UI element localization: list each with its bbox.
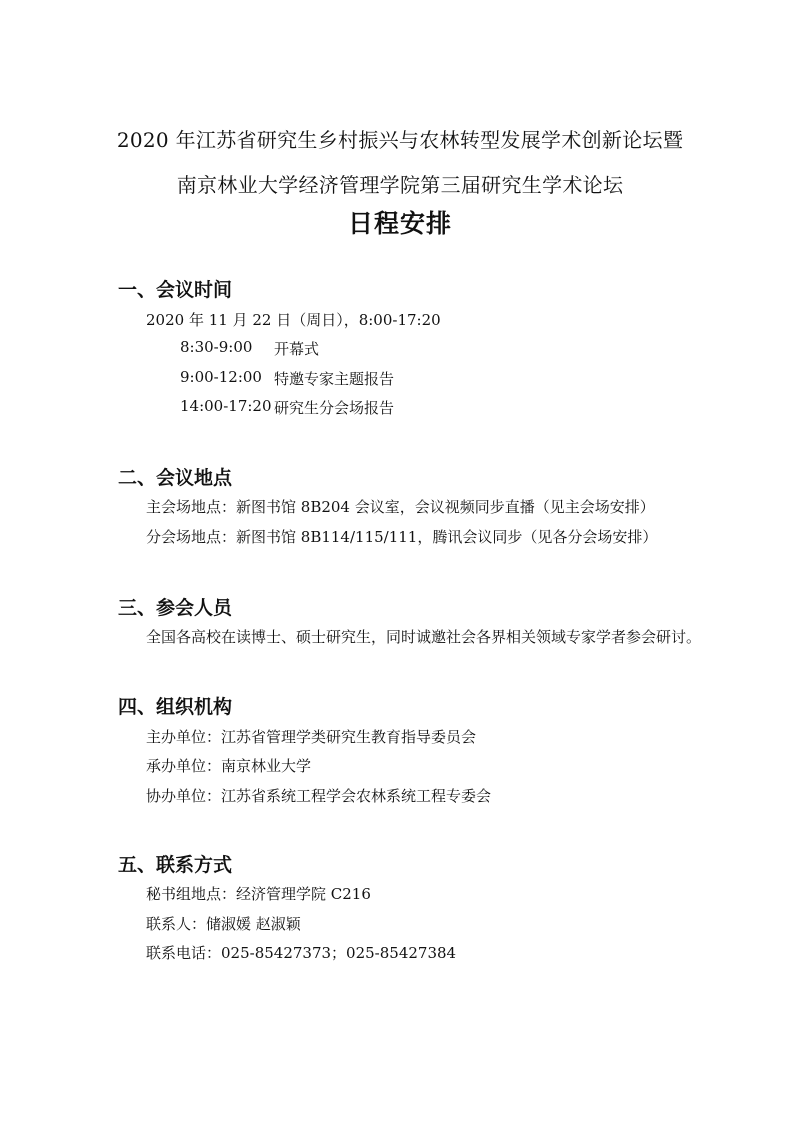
contact-location: 秘书组地点：经济管理学院 C216 — [146, 885, 371, 903]
schedule-time: 14:00-17:20 — [180, 397, 272, 415]
schedule-event: 特邀专家主题报告 — [274, 370, 395, 388]
section-heading-organizers: 四、组织机构 — [118, 696, 233, 718]
section-heading-contact: 五、联系方式 — [118, 854, 233, 876]
organizer-line: 承办单位：南京林业大学 — [146, 757, 312, 775]
main-title: 日程安排 — [347, 209, 452, 238]
organizer-line: 主办单位：江苏省管理学类研究生教育指导委员会 — [146, 728, 477, 746]
section-heading-time: 一、会议时间 — [118, 279, 233, 301]
schedule-event: 开幕式 — [274, 340, 320, 358]
contact-phone: 联系电话：025-85427373；025-85427384 — [146, 944, 457, 962]
venue-line: 分会场地点：新图书馆 8B114/115/111，腾讯会议同步（见各分会场安排） — [146, 528, 658, 546]
section-heading-participants: 三、参会人员 — [118, 597, 233, 619]
venue-line: 主会场地点：新图书馆 8B204 会议室，会议视频同步直播（见主会场安排） — [146, 498, 655, 516]
schedule-time: 8:30-9:00 — [180, 338, 253, 356]
schedule-event: 研究生分会场报告 — [274, 399, 395, 417]
participants-line: 全国各高校在读博士、硕士研究生，同时诚邀社会各界相关领域专家学者参会研讨。 — [146, 628, 702, 646]
title-line-2: 南京林业大学经济管理学院第三届研究生学术论坛 — [176, 173, 624, 197]
contact-person: 联系人：储淑媛 赵淑颖 — [146, 915, 301, 933]
organizer-line: 协办单位：江苏省系统工程学会农林系统工程专委会 — [146, 787, 492, 805]
date-line: 2020 年 11 月 22 日（周日），8:00-17:20 — [146, 311, 441, 329]
section-heading-venue: 二、会议地点 — [118, 467, 233, 489]
schedule-time: 9:00-12:00 — [180, 368, 262, 386]
title-line-1: 2020 年江苏省研究生乡村振兴与农林转型发展学术创新论坛暨 — [116, 128, 684, 152]
